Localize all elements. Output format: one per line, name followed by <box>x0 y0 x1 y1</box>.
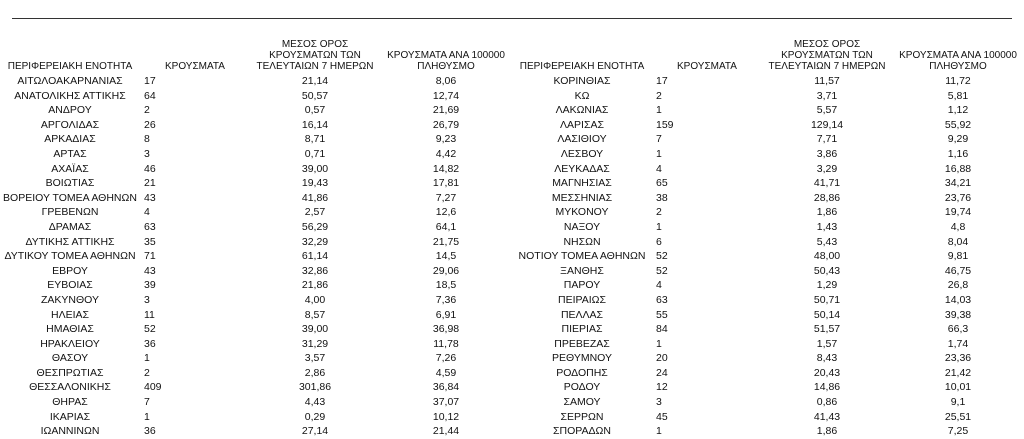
cell-region: ΜΑΓΝΗΣΙΑΣ <box>552 177 612 190</box>
table-row <box>512 351 1024 366</box>
table-row <box>512 337 1024 352</box>
table-row <box>0 132 512 147</box>
cell-region: ΜΥΚΟΝΟΥ <box>555 206 609 219</box>
cell-region: ΣΑΜΟΥ <box>563 396 601 409</box>
cell-region: ΒΟΡΕΙΟΥ ΤΟΜΕΑ ΑΘΗΝΩΝ <box>3 191 137 204</box>
table-row <box>0 205 512 220</box>
cell-per100k: 10,12 <box>432 410 460 423</box>
cell-cases: 38 <box>656 191 668 204</box>
cell-per100k: 23,36 <box>944 352 972 365</box>
cell-per100k: 14,5 <box>435 250 457 263</box>
cell-region: ΜΕΣΣΗΝΙΑΣ <box>551 191 613 204</box>
cell-cases: 65 <box>656 177 668 190</box>
table-row <box>512 293 1024 308</box>
cell-per100k: 37,07 <box>432 396 460 409</box>
cell-per100k: 11,78 <box>433 337 459 350</box>
cell-cases: 21 <box>144 177 156 190</box>
table-row <box>0 235 512 250</box>
cell-avg7: 129,14 <box>810 118 844 131</box>
cell-per100k: 26,79 <box>432 118 460 131</box>
table-row <box>0 322 512 337</box>
cell-region: ΔΥΤΙΚΗΣ ΑΤΤΙΚΗΣ <box>25 235 115 248</box>
cases-table-right <box>512 34 1024 439</box>
cell-per100k: 12,6 <box>435 206 457 219</box>
table-row <box>0 395 512 410</box>
cell-region: ΕΒΡΟΥ <box>52 264 88 277</box>
cell-region: ΔΡΑΜΑΣ <box>48 220 92 233</box>
cell-avg7: 20,43 <box>813 366 841 379</box>
cell-cases: 17 <box>144 75 156 87</box>
cell-per100k: 1,12 <box>947 104 969 117</box>
cell-avg7: 48,00 <box>813 250 841 263</box>
cell-per100k: 9,23 <box>435 133 457 146</box>
cell-region: ΣΕΡΡΩΝ <box>560 410 604 423</box>
table-row <box>512 147 1024 162</box>
cell-region: ΑΡΤΑΣ <box>53 147 87 160</box>
cell-region: ΞΑΝΘΗΣ <box>560 264 604 277</box>
cell-avg7: 39,00 <box>301 323 329 336</box>
cell-cases: 84 <box>656 323 668 336</box>
cell-avg7: 21,14 <box>301 75 329 87</box>
cell-cases: 159 <box>656 118 674 131</box>
cell-cases: 4 <box>656 279 662 292</box>
cell-per100k: 8,06 <box>435 75 457 87</box>
cell-region: ΡΕΘΥΜΝΟΥ <box>551 352 612 365</box>
cell-avg7: 8,43 <box>816 352 838 365</box>
table-row <box>512 380 1024 395</box>
table-row <box>512 264 1024 279</box>
cell-per100k: 6,91 <box>435 308 457 321</box>
cell-region: ΗΡΑΚΛΕΙΟΥ <box>40 337 100 350</box>
cell-per100k: 39,38 <box>944 308 972 321</box>
cell-per100k: 14,03 <box>944 293 972 306</box>
cell-avg7: 61,14 <box>301 250 329 263</box>
cell-region: ΑΝΑΤΟΛΙΚΗΣ ΑΤΤΙΚΗΣ <box>14 89 126 102</box>
table-row <box>0 118 512 133</box>
cell-cases: 1 <box>656 147 662 160</box>
cell-avg7: 1,43 <box>816 220 838 233</box>
cell-avg7: 41,71 <box>813 177 841 190</box>
cell-region: ΡΟΔΟΠΗΣ <box>556 366 608 379</box>
cell-region: ΛΕΥΚΑΔΑΣ <box>554 162 610 175</box>
cell-avg7: 301,86 <box>298 381 332 394</box>
cell-per100k: 9,1 <box>950 396 966 409</box>
table-row <box>0 74 512 89</box>
cell-per100k: 5,81 <box>947 89 969 102</box>
cell-region: ΝΑΞΟΥ <box>563 220 601 233</box>
cell-per100k: 46,75 <box>944 264 972 277</box>
header-per100k: ΚΡΟΥΣΜΑΤΑ ΑΝΑ 100000 ΠΛΗΘΥΣΜΟ <box>899 50 1017 72</box>
cell-avg7: 1,86 <box>816 425 838 438</box>
cell-cases: 1 <box>656 337 662 350</box>
cell-cases: 4 <box>656 162 662 175</box>
header-row <box>0 34 512 74</box>
cell-avg7: 14,86 <box>813 381 841 394</box>
table-row <box>0 103 512 118</box>
cell-cases: 46 <box>144 162 156 175</box>
cell-cases: 7 <box>656 133 662 146</box>
cell-avg7: 7,71 <box>816 133 838 146</box>
table-row <box>0 410 512 425</box>
cell-cases: 1 <box>144 410 150 423</box>
cell-per100k: 34,21 <box>944 177 972 190</box>
cell-cases: 7 <box>144 396 150 409</box>
cell-per100k: 21,75 <box>432 235 460 248</box>
cell-cases: 52 <box>656 264 668 277</box>
table-row <box>0 220 512 235</box>
table-row <box>0 162 512 177</box>
cell-region: ΡΟΔΟΥ <box>563 381 601 394</box>
cell-per100k: 7,26 <box>435 352 457 365</box>
table-row <box>512 278 1024 293</box>
cell-cases: 39 <box>144 279 156 292</box>
cell-per100k: 7,36 <box>435 293 457 306</box>
cell-cases: 409 <box>144 381 162 394</box>
cell-cases: 1 <box>656 104 662 117</box>
table-row <box>0 380 512 395</box>
cell-cases: 1 <box>656 425 662 438</box>
cell-per100k: 10,01 <box>944 381 972 394</box>
cell-avg7: 2,57 <box>304 206 326 219</box>
cell-avg7: 1,57 <box>816 337 838 350</box>
cell-region: ΝΟΤΙΟΥ ΤΟΜΕΑ ΑΘΗΝΩΝ <box>518 250 646 263</box>
top-rule <box>12 18 1012 19</box>
cell-cases: 3 <box>144 147 150 160</box>
table-row <box>512 162 1024 177</box>
table-row <box>512 74 1024 89</box>
table-row <box>0 176 512 191</box>
cell-avg7: 3,86 <box>816 147 838 160</box>
cell-cases: 2 <box>656 206 662 219</box>
cell-region: ΗΜΑΘΙΑΣ <box>46 323 94 336</box>
cell-avg7: 2,86 <box>304 366 326 379</box>
cell-per100k: 17,81 <box>432 177 460 190</box>
table-row <box>0 308 512 323</box>
cell-avg7: 41,43 <box>813 410 841 423</box>
table-row <box>0 89 512 104</box>
cell-region: ΛΑΣΙΘΙΟΥ <box>557 133 607 146</box>
cell-cases: 2 <box>656 89 662 102</box>
cell-per100k: 18,5 <box>435 279 457 292</box>
cell-cases: 52 <box>656 250 668 263</box>
header-region: ΠΕΡΙΦΕΡΕΙΑΚΗ ΕΝΟΤΗΤΑ <box>519 61 645 72</box>
cell-cases: 12 <box>656 381 668 394</box>
cell-avg7: 50,14 <box>813 308 841 321</box>
cell-per100k: 64,1 <box>435 220 457 233</box>
cell-per100k: 23,76 <box>944 191 972 204</box>
cell-avg7: 32,86 <box>301 264 329 277</box>
cell-per100k: 4,59 <box>435 366 457 379</box>
cell-cases: 35 <box>144 235 156 248</box>
table-row <box>512 235 1024 250</box>
cell-avg7: 5,57 <box>816 104 838 117</box>
cell-avg7: 0,57 <box>304 104 326 117</box>
cell-avg7: 41,86 <box>301 191 329 204</box>
header-cases: ΚΡΟΥΣΜΑΤΑ <box>677 61 737 72</box>
cell-region: ΛΕΣΒΟΥ <box>560 147 604 160</box>
cell-cases: 11 <box>144 308 155 321</box>
cell-per100k: 8,04 <box>947 235 969 248</box>
cell-per100k: 25,51 <box>944 410 972 423</box>
table-row <box>512 205 1024 220</box>
cell-cases: 55 <box>656 308 668 321</box>
cell-avg7: 3,71 <box>816 89 838 102</box>
cases-table-left <box>0 34 512 439</box>
table-row <box>512 366 1024 381</box>
table-row <box>512 176 1024 191</box>
cell-region: ΒΟΙΩΤΙΑΣ <box>45 177 95 190</box>
cell-avg7: 50,43 <box>813 264 841 277</box>
cell-region: ΓΡΕΒΕΝΩΝ <box>41 206 99 219</box>
cell-avg7: 51,57 <box>813 323 841 336</box>
cell-region: ΘΑΣΟΥ <box>51 352 89 365</box>
cell-cases: 64 <box>144 89 156 102</box>
cell-cases: 2 <box>144 104 150 117</box>
cell-cases: 4 <box>144 206 150 219</box>
cell-avg7: 5,43 <box>816 235 838 248</box>
cell-cases: 1 <box>656 220 662 233</box>
table-row <box>0 337 512 352</box>
cell-region: ΘΗΡΑΣ <box>52 396 88 409</box>
cell-region: ΑΡΚΑΔΙΑΣ <box>44 133 96 146</box>
cell-region: ΖΑΚΥΝΘΟΥ <box>40 293 99 306</box>
header-region: ΠΕΡΙΦΕΡΕΙΑΚΗ ΕΝΟΤΗΤΑ <box>7 61 133 72</box>
cell-avg7: 8,57 <box>304 308 326 321</box>
cell-cases: 8 <box>144 133 150 146</box>
cell-cases: 43 <box>144 264 156 277</box>
cell-region: ΙΩΑΝΝΙΝΩΝ <box>40 425 100 438</box>
table-row <box>512 410 1024 425</box>
cell-avg7: 3,29 <box>816 162 838 175</box>
cell-region: ΠΙΕΡΙΑΣ <box>561 323 603 336</box>
cell-cases: 45 <box>656 410 668 423</box>
cell-per100k: 1,74 <box>947 337 969 350</box>
cell-per100k: 66,3 <box>947 323 969 336</box>
cell-avg7: 56,29 <box>301 220 329 233</box>
cell-per100k: 36,98 <box>432 323 460 336</box>
cell-region: ΑΧΑΪΑΣ <box>51 162 89 175</box>
cell-avg7: 0,86 <box>816 396 838 409</box>
table-row <box>512 322 1024 337</box>
cell-cases: 17 <box>656 75 668 87</box>
cell-avg7: 11,57 <box>814 75 840 87</box>
cell-cases: 20 <box>656 352 668 365</box>
cell-cases: 36 <box>144 425 156 438</box>
cell-avg7: 50,71 <box>813 293 841 306</box>
cell-per100k: 21,69 <box>432 104 460 117</box>
table-row <box>512 103 1024 118</box>
cell-avg7: 3,57 <box>304 352 326 365</box>
cell-avg7: 0,29 <box>304 410 326 423</box>
cell-cases: 24 <box>656 366 668 379</box>
cell-per100k: 14,82 <box>432 162 460 175</box>
cell-cases: 3 <box>144 293 150 306</box>
table-row <box>0 293 512 308</box>
cell-avg7: 28,86 <box>813 191 841 204</box>
cell-avg7: 50,57 <box>301 89 329 102</box>
header-avg7: ΜΕΣΟΣ ΟΡΟΣ ΚΡΟΥΣΜΑΤΩΝ ΤΩΝ ΤΕΛΕΥΤΑΙΩΝ 7 ΗΜΕΡΩΝ <box>256 39 374 72</box>
cell-region: ΛΑΡΙΣΑΣ <box>560 118 604 131</box>
cell-cases: 63 <box>656 293 668 306</box>
table-row <box>0 278 512 293</box>
table-row <box>512 118 1024 133</box>
cell-cases: 1 <box>144 352 150 365</box>
cell-region: ΠΕΙΡΑΙΩΣ <box>558 293 606 306</box>
cell-region: ΙΚΑΡΙΑΣ <box>49 410 91 423</box>
cell-region: ΕΥΒΟΙΑΣ <box>47 279 93 292</box>
cell-per100k: 4,8 <box>950 220 966 233</box>
cell-cases: 6 <box>656 235 662 248</box>
cell-per100k: 7,25 <box>947 425 969 438</box>
cell-cases: 2 <box>144 366 150 379</box>
cell-avg7: 8,71 <box>304 133 326 146</box>
cell-region: ΑΝΔΡΟΥ <box>48 104 92 117</box>
cell-avg7: 0,71 <box>304 147 326 160</box>
header-row <box>512 34 1024 74</box>
cell-per100k: 4,42 <box>435 147 457 160</box>
cell-cases: 26 <box>144 118 156 131</box>
cell-region: ΑΡΓΟΛΙΔΑΣ <box>40 118 100 131</box>
table-row <box>512 191 1024 206</box>
cell-per100k: 7,27 <box>435 191 457 204</box>
cell-per100k: 26,8 <box>947 279 969 292</box>
cell-cases: 43 <box>144 191 156 204</box>
cell-region: ΠΡΕΒΕΖΑΣ <box>554 337 610 350</box>
cell-per100k: 9,29 <box>947 133 969 146</box>
cell-avg7: 21,86 <box>301 279 329 292</box>
cell-avg7: 1,86 <box>816 206 838 219</box>
cell-region: ΑΙΤΩΛΟΑΚΑΡΝΑΝΙΑΣ <box>17 75 123 87</box>
table-row <box>512 220 1024 235</box>
table-row <box>0 264 512 279</box>
cell-region: ΗΛΕΙΑΣ <box>50 308 89 321</box>
table-row <box>512 395 1024 410</box>
table-row <box>0 249 512 264</box>
cell-avg7: 4,00 <box>304 293 326 306</box>
cell-region: ΠΕΛΛΑΣ <box>560 308 604 321</box>
cell-cases: 63 <box>144 220 156 233</box>
cell-per100k: 21,44 <box>432 425 460 438</box>
cell-per100k: 11,72 <box>945 75 971 87</box>
cell-region: ΘΕΣΠΡΩΤΙΑΣ <box>36 366 104 379</box>
cell-per100k: 19,74 <box>944 206 972 219</box>
table-row <box>0 366 512 381</box>
cell-region: ΣΠΟΡΑΔΩΝ <box>553 425 611 438</box>
cell-region: ΠΑΡΟΥ <box>563 279 601 292</box>
cell-cases: 52 <box>144 323 156 336</box>
cell-per100k: 55,92 <box>944 118 972 131</box>
cell-region: ΝΗΣΩΝ <box>563 235 601 248</box>
cell-per100k: 29,06 <box>432 264 460 277</box>
cell-avg7: 32,29 <box>301 235 329 248</box>
table-row <box>512 89 1024 104</box>
cell-per100k: 21,42 <box>944 366 972 379</box>
cell-region: ΘΕΣΣΑΛΟΝΙΚΗΣ <box>29 381 111 394</box>
cell-avg7: 1,29 <box>816 279 838 292</box>
header-cases: ΚΡΟΥΣΜΑΤΑ <box>165 61 225 72</box>
cell-avg7: 19,43 <box>301 177 329 190</box>
table-row <box>0 147 512 162</box>
header-per100k: ΚΡΟΥΣΜΑΤΑ ΑΝΑ 100000 ΠΛΗΘΥΣΜΟ <box>387 50 505 72</box>
cell-per100k: 1,16 <box>947 147 969 160</box>
cell-region: ΔΥΤΙΚΟΥ ΤΟΜΕΑ ΑΘΗΝΩΝ <box>4 250 136 263</box>
table-row <box>512 249 1024 264</box>
cell-cases: 71 <box>144 250 156 263</box>
cell-per100k: 16,88 <box>944 162 972 175</box>
table-row <box>512 308 1024 323</box>
table-row <box>0 191 512 206</box>
cell-per100k: 9,81 <box>947 250 969 263</box>
cell-cases: 36 <box>144 337 156 350</box>
cell-region: ΛΑΚΩΝΙΑΣ <box>555 104 609 117</box>
cell-region: ΚΟΡΙΝΘΙΑΣ <box>553 75 611 87</box>
cell-avg7: 4,43 <box>304 396 326 409</box>
cell-per100k: 36,84 <box>432 381 460 394</box>
cell-avg7: 16,14 <box>301 118 329 131</box>
header-avg7: ΜΕΣΟΣ ΟΡΟΣ ΚΡΟΥΣΜΑΤΩΝ ΤΩΝ ΤΕΛΕΥΤΑΙΩΝ 7 ΗΜΕΡΩΝ <box>768 39 886 72</box>
cell-cases: 3 <box>656 396 662 409</box>
cell-per100k: 12,74 <box>432 89 460 102</box>
table-row <box>0 351 512 366</box>
cell-region: ΚΩ <box>574 89 590 102</box>
cell-avg7: 27,14 <box>301 425 329 438</box>
table-row <box>512 132 1024 147</box>
cell-avg7: 31,29 <box>301 337 329 350</box>
cell-avg7: 39,00 <box>301 162 329 175</box>
